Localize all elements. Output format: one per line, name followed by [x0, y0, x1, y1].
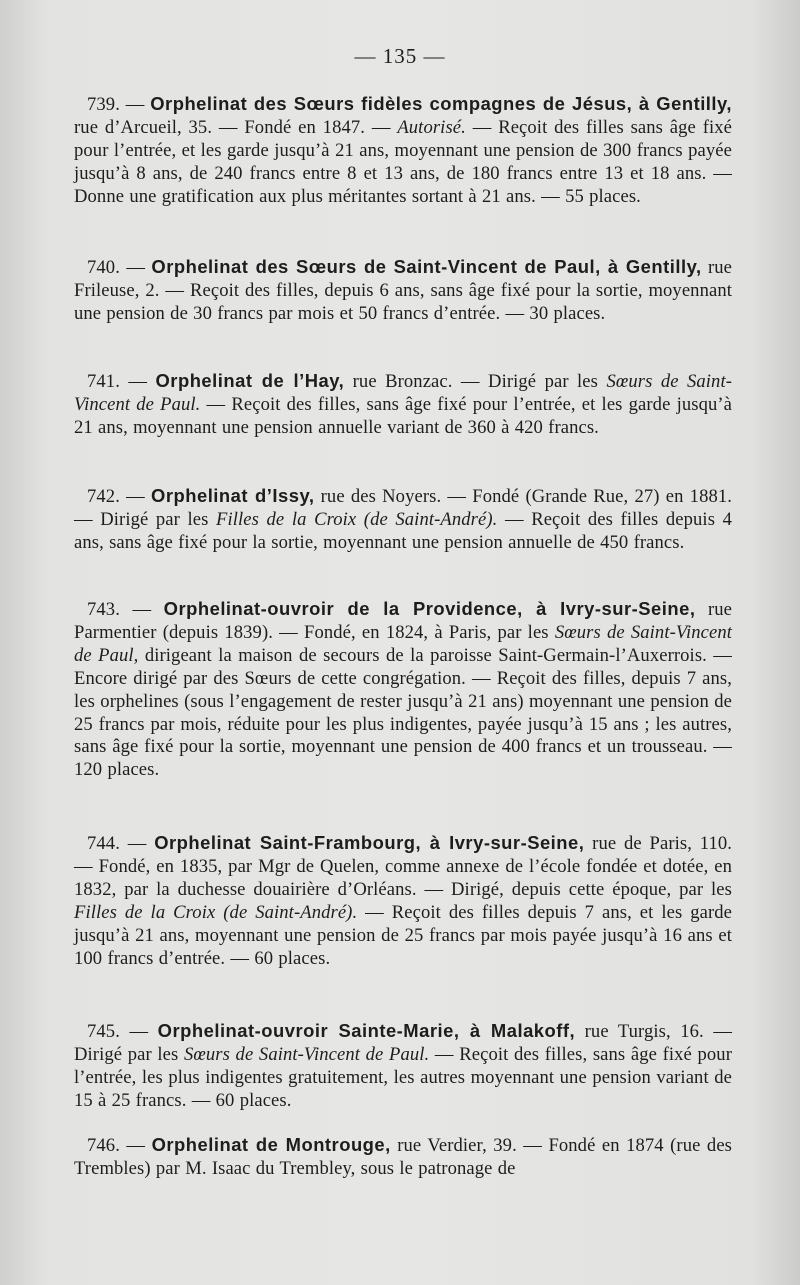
entry-746: 746. — Orphelinat de Montrouge, rue Verdier, 39. — Fondé en 1874 (rue des Trembles) par M. Isaac du Trembley, sous le patronage de	[74, 1134, 733, 1179]
entry-739: 739. — Orphelinat des Sœurs fidèles compagnes de Jésus, à Gentilly, rue d’Arcueil, 35. — Fondé en 1847. — Autorisé. — Reçoit des filles sans âge fixé pour l’entrée, et les garde jusqu’à 21 ans, moyennant une pension de 300 francs payée jusqu’à 8 ans, de 240 francs entre 8 et 13 ans, de 180 francs entre 13 et 18 ans. — Donne une gratification aux plus méritantes sortant à 21 ans. — 55 places.	[74, 93, 733, 207]
entry-title: Orphelinat des Sœurs de Saint-Vincent de Paul, à Gentilly,	[151, 256, 702, 277]
entry-text: rue Turgis, 16. — Dirigé par les	[74, 1021, 733, 1065]
entry-744: 744. — Orphelinat Saint-Frambourg, à Ivry-sur-Seine, rue de Paris, 110. — Fondé, en 1835, par Mgr de Quelen, comme annexe de l’école fondée et dotée, en 1832, par la duchesse douairière d’Orléans. — Dirigé, depuis cette époque, par les Filles de la Croix (de Saint-André). — Reçoit des filles depuis 7 ans, et les garde jusqu’à 21 ans, moyennant une pension de 25 francs par mois payée jusqu’à 16 ans et 100 francs d’entrée. — 60 places.	[74, 832, 733, 969]
entry-number: 741.	[87, 371, 120, 392]
entry-italic: Filles de la Croix (de Saint-André).	[216, 508, 498, 530]
entry-title: Orphelinat de Montrouge,	[151, 1134, 391, 1155]
entry-title: Orphelinat de l’Hay,	[155, 370, 345, 391]
entry-number: 745.	[87, 1021, 120, 1042]
entry-text: rue d’Arcueil, 35. — Fondé en 1847. —	[74, 116, 391, 138]
entry-text: rue Verdier, 39. — Fondé en 1874 (rue des Trembles) par M. Isaac du Trembley, sous le patronage de	[74, 1135, 733, 1179]
entry-italic: Filles de la Croix (de Saint-André).	[74, 901, 358, 923]
entry-741: 741. — Orphelinat de l’Hay, rue Bronzac. — Dirigé par les Sœurs de Saint-Vincent de Paul. — Reçoit des filles, sans âge fixé pour l’entrée, et les garde jusqu’à 21 ans, moyennant une pension annuelle variant de 360 à 420 francs.	[74, 370, 733, 438]
entry-text-cont: dirigeant la maison de secours de la paroisse Saint-Germain-l’Auxerrois. — Encore dirigé par des Sœurs de cette congrégation. — Reçoit des filles, depuis 7 ans, les orphelines (sous l’engagement de rester jusqu’à 21 ans) moyennant une pension de 25 francs par mois, réduite pour les plus indigentes, payée jusqu’à 15 ans ; les autres, sans âge fixé pour la sortie, moyennant une pension de 400 francs et un trousseau. — 120 places.	[74, 644, 732, 781]
entry-text: rue des Noyers. — Fondé (Grande Rue, 27) en 1881. — Dirigé par les	[74, 486, 733, 530]
entry-number: 740.	[87, 257, 120, 278]
entry-italic: Autorisé.	[397, 116, 466, 138]
entry-text: rue de Paris, 110. — Fondé, en 1835, par Mgr de Quelen, comme annexe de l’école fondée et dotée, en 1832, par la duchesse douairière d’Orléans. — Dirigé, depuis cette époque, par les	[74, 833, 732, 900]
entry-text: rue Parmentier (depuis 1839). — Fondé, en 1824, à Paris, par les	[74, 599, 732, 643]
entry-text: rue Bronzac. — Dirigé par les	[352, 371, 598, 392]
page-number: — 135 —	[354, 44, 446, 68]
entry-italic: Sœurs de Saint-Vincent de Paul.	[183, 1043, 430, 1065]
entry-title: Orphelinat-ouvroir Sainte-Marie, à Malakoff,	[157, 1020, 576, 1041]
entry-text-cont: — Reçoit des filles sans âge fixé pour l’entrée, et les garde jusqu’à 21 ans, moyennant une pension de 300 francs payée jusqu’à 8 ans, de 240 francs entre 8 et 13 ans, de 180 francs entre 13 et 18 ans. — Donne une gratification aux plus méritantes sortant à 21 ans. — 55 places.	[74, 116, 733, 207]
entry-number: 739.	[87, 94, 120, 115]
entry-italic: Sœurs de Saint-Vincent de Paul.	[74, 371, 733, 415]
entry-text: rue Frileuse, 2. — Reçoit des filles, depuis 6 ans, sans âge fixé pour la sortie, moyennant une pension de 30 francs par mois et 50 francs d’entrée. — 30 places.	[74, 257, 732, 324]
entry-742: 742. — Orphelinat d’Issy, rue des Noyers. — Fondé (Grande Rue, 27) en 1881. — Dirigé par les Filles de la Croix (de Saint-André). — Reçoit des filles depuis 4 ans, sans âge fixé pour la sortie, moyennant une pension annuelle de 450 francs.	[74, 485, 733, 553]
entry-text-cont: — Reçoit des filles, sans âge fixé pour l’entrée, les plus indigentes gratuitement, les autres moyennant une pension variant de 15 à 25 francs. — 60 places.	[74, 1043, 732, 1111]
entry-text-cont: — Reçoit des filles depuis 4 ans, sans âge fixé pour la sortie, moyennant une pension annuelle de 450 francs.	[74, 508, 732, 553]
entry-number: 746.	[87, 1135, 120, 1156]
entry-number: 744.	[87, 833, 120, 854]
entry-text-cont: — Reçoit des filles depuis 7 ans, et les garde jusqu’à 21 ans, moyennant une pension de 25 francs par mois payée jusqu’à 16 ans et 100 francs d’entrée. — 60 places.	[74, 901, 733, 969]
entry-740: 740. — Orphelinat des Sœurs de Saint-Vincent de Paul, à Gentilly, rue Frileuse, 2. — Reçoit des filles, depuis 6 ans, sans âge fixé pour la sortie, moyennant une pension de 30 francs par mois et 50 francs d’entrée. — 30 places.	[74, 256, 732, 324]
entry-number: 743.	[87, 599, 120, 620]
entry-title: Orphelinat-ouvroir de la Providence, à Ivry-sur-Seine,	[163, 598, 696, 619]
entry-title: Orphelinat d’Issy,	[151, 485, 315, 506]
entry-743: 743. — Orphelinat-ouvroir de la Providence, à Ivry-sur-Seine, rue Parmentier (depuis 1839). — Fondé, en 1824, à Paris, par les Sœurs de Saint-Vincent de Paul, dirigeant la maison de secours de la paroisse Saint-Germain-l’Auxerrois. — Encore dirigé par des Sœurs de cette congrégation. — Reçoit des filles, depuis 7 ans, les orphelines (sous l’engagement de rester jusqu’à 21 ans) moyennant une pension de 25 francs par mois, réduite pour les plus indigentes, payée jusqu’à 15 ans ; les autres, sans âge fixé pour la sortie, moyennant une pension de 400 francs et un trousseau. — 120 places.	[74, 598, 732, 781]
entry-745: 745. — Orphelinat-ouvroir Sainte-Marie, à Malakoff, rue Turgis, 16. — Dirigé par les Sœurs de Saint-Vincent de Paul. — Reçoit des filles, sans âge fixé pour l’entrée, les plus indigentes gratuitement, les autres moyennant une pension variant de 15 à 25 francs. — 60 places.	[74, 1020, 733, 1111]
entry-title: Orphelinat Saint-Frambourg, à Ivry-sur-Seine,	[154, 832, 585, 853]
entry-italic: Sœurs de Saint-Vincent de Paul,	[74, 621, 732, 666]
entry-number: 742.	[87, 486, 120, 507]
entry-text-cont: — Reçoit des filles, sans âge fixé pour l’entrée, et les garde jusqu’à 21 ans, moyennant une pension annuelle variant de 360 à 420 francs.	[74, 393, 733, 438]
entry-title: Orphelinat des Sœurs fidèles compagnes de Jésus, à Gentilly,	[150, 93, 732, 114]
